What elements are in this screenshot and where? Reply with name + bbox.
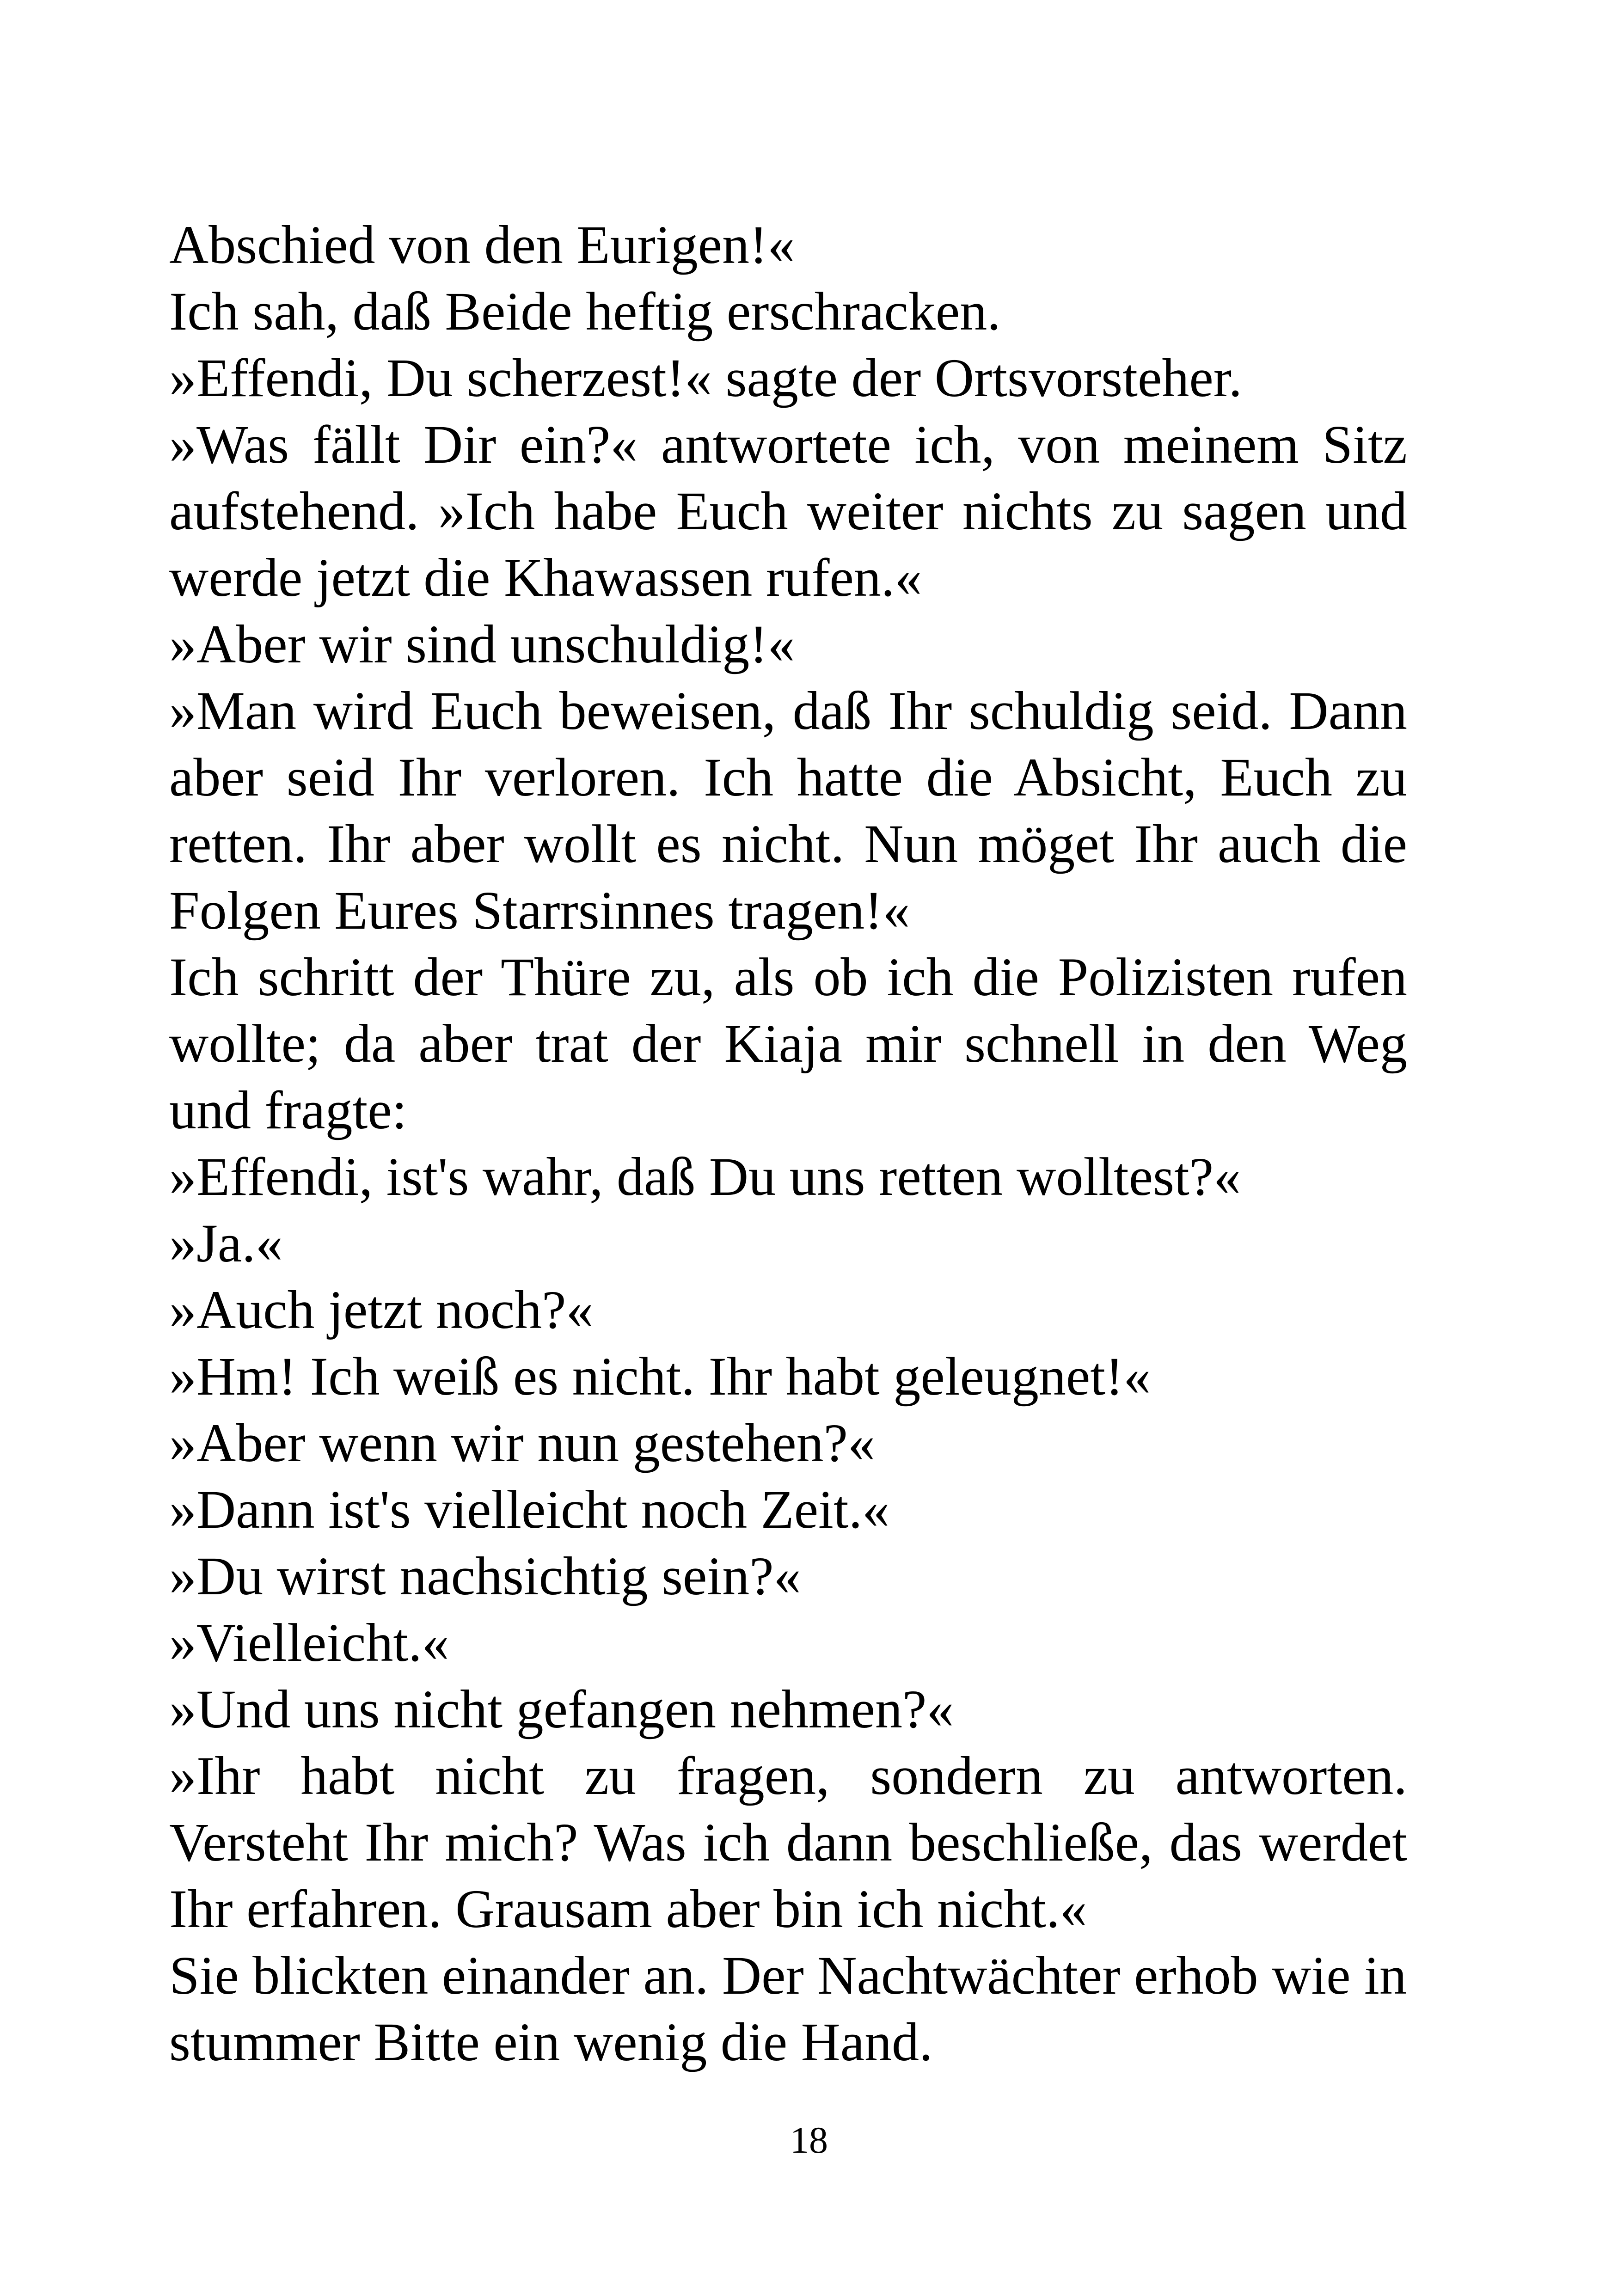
paragraph: »Und uns nicht gefangen nehmen?« — [169, 1679, 954, 1739]
paragraph: »Effendi, ist's wahr, daß Du uns retten wolltest?« — [169, 1146, 1241, 1207]
paragraph: »Hm! Ich weiß es nicht. Ihr habt geleugnet!« — [169, 1346, 1151, 1407]
paragraph: Sie blickten einander an. Der Nachtwächter erhob wie in stummer Bitte ein wenig die Hand. — [169, 1945, 1407, 2072]
paragraph: »Dann ist's vielleicht noch Zeit.« — [169, 1479, 890, 1540]
paragraph: »Aber wir sind unschuldig!« — [169, 614, 795, 674]
page-number: 18 — [790, 2119, 828, 2161]
paragraph: »Was fällt Dir ein?« antwortete ich, von meinem Sitz aufstehend. »Ich habe Euch weiter nichts zu sagen und werde jetzt die Khawassen rufen.« — [169, 414, 1407, 608]
paragraph: »Auch jetzt noch?« — [169, 1280, 594, 1340]
paragraph: »Effendi, Du scherzest!« sagte der Ortsvorsteher. — [169, 348, 1242, 408]
paragraph: »Vielleicht.« — [169, 1612, 449, 1673]
paragraph: Ich schritt der Thüre zu, als ob ich die Polizisten rufen wollte; da aber trat der Kiaja mir schnell in den Weg und fragte: — [169, 947, 1407, 1140]
paragraph: Ich sah, daß Beide heftig erschracken. — [169, 281, 1001, 342]
paragraph: »Man wird Euch beweisen, daß Ihr schuldig seid. Dann aber seid Ihr verloren. Ich hatte die Absicht, Euch zu retten. Ihr aber wollt es nicht. Nun möget Ihr auch die Folgen Eures Starrsinnes tragen!« — [169, 680, 1407, 941]
paragraph: Abschied von den Eurigen!« — [169, 214, 795, 275]
paragraph: »Ja.« — [169, 1213, 283, 1274]
paragraph: »Du wirst nachsichtig sein?« — [169, 1546, 801, 1606]
paragraph: »Ihr habt nicht zu fragen, sondern zu antworten. Versteht Ihr mich? Was ich dann beschließe, das werdet Ihr erfahren. Grausam aber bin ich nicht.« — [169, 1745, 1407, 1939]
paragraph: »Aber wenn wir nun gestehen?« — [169, 1413, 875, 1473]
body-text — [169, 212, 1407, 2076]
